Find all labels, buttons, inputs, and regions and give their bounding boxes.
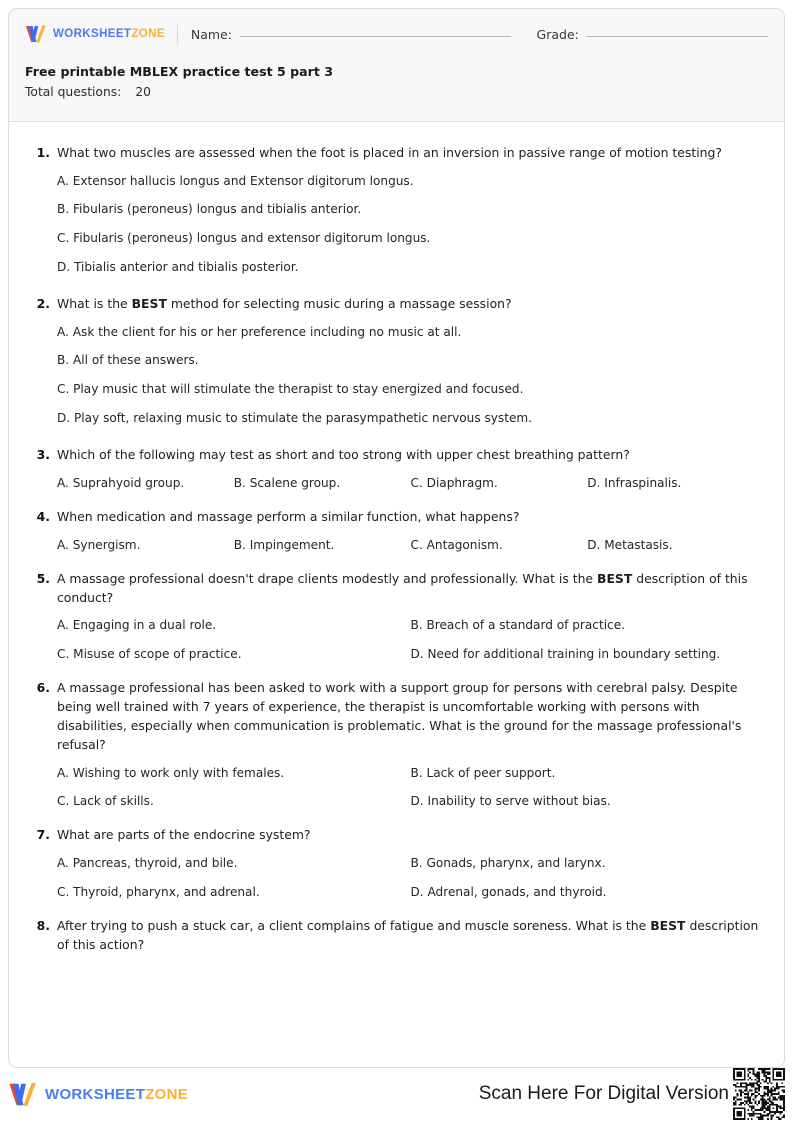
questions-list bbox=[9, 122, 784, 955]
answer-option[interactable]: B. Lack of peer support. bbox=[410, 765, 556, 780]
answer-option[interactable]: C. Play music that will stimulate the therapist to stay energized and focused. bbox=[57, 382, 524, 397]
grade-field[interactable] bbox=[537, 27, 768, 42]
question-number: 6. bbox=[36, 680, 50, 696]
footer-brand-word-zone: ZONE bbox=[145, 1085, 189, 1103]
answer-options bbox=[57, 616, 760, 663]
question-body bbox=[57, 826, 760, 901]
question-text bbox=[57, 144, 760, 163]
question-item bbox=[33, 295, 760, 427]
answer-options bbox=[57, 854, 760, 901]
answer-option[interactable]: C. Lack of skills. bbox=[57, 794, 154, 809]
question-item bbox=[33, 679, 760, 810]
question-text-emphasis: BEST bbox=[131, 295, 167, 311]
brand-word-worksheet: WORKSHEET bbox=[53, 28, 132, 40]
footer-worksheet-zone-logo-icon bbox=[8, 1081, 38, 1108]
answer-option[interactable]: D. Inability to serve without bias. bbox=[410, 794, 611, 809]
answer-option[interactable]: C. Misuse of scope of practice. bbox=[57, 647, 242, 662]
answer-option[interactable]: A. Wishing to work only with females. bbox=[57, 765, 285, 780]
answer-option[interactable]: D. Adrenal, gonads, and thyroid. bbox=[410, 884, 607, 899]
brand-word-zone: ZONE bbox=[131, 28, 165, 40]
header-divider bbox=[177, 25, 178, 44]
worksheet-header bbox=[9, 9, 784, 122]
name-label: Name: bbox=[190, 26, 232, 42]
grade-label: Grade: bbox=[536, 26, 579, 42]
question-text bbox=[57, 508, 760, 527]
answer-option[interactable]: D. Metastasis. bbox=[587, 537, 673, 552]
answer-option[interactable]: D. Infraspinalis. bbox=[587, 475, 682, 490]
question-number: 8. bbox=[36, 918, 50, 934]
question-number: 2. bbox=[36, 295, 50, 311]
answer-option[interactable]: A. Suprahyoid group. bbox=[57, 475, 185, 490]
answer-option[interactable]: B. Fibularis (peroneus) longus and tibialis anterior. bbox=[57, 202, 362, 217]
answer-option[interactable]: D. Tibialis anterior and tibialis posterior. bbox=[57, 259, 299, 274]
answer-option[interactable]: A. Pancreas, thyroid, and bile. bbox=[57, 856, 238, 871]
page-footer bbox=[8, 1072, 785, 1116]
answer-option[interactable]: B. Scalene group. bbox=[233, 475, 341, 490]
answer-option[interactable]: B. Breach of a standard of practice. bbox=[410, 618, 625, 633]
worksheet-zone-logo-icon bbox=[25, 24, 47, 44]
question-text bbox=[57, 679, 760, 754]
answer-option[interactable]: C. Thyroid, pharynx, and adrenal. bbox=[57, 884, 260, 899]
question-number: 7. bbox=[36, 827, 50, 843]
scan-prompt-text: Scan Here For Digital Version bbox=[478, 1083, 729, 1104]
question-item bbox=[33, 144, 760, 276]
identity-row bbox=[9, 9, 784, 59]
question-body bbox=[57, 679, 760, 810]
question-item bbox=[33, 508, 760, 554]
answer-options bbox=[57, 764, 760, 811]
question-number: 1. bbox=[36, 145, 50, 160]
answer-option[interactable]: B. Impingement. bbox=[233, 537, 335, 552]
question-body bbox=[57, 295, 760, 427]
question-text-pre: Which of the following may test as short and too strong with upper chest breathing pattern? bbox=[57, 446, 630, 462]
question-text-emphasis: BEST bbox=[597, 570, 633, 586]
question-item bbox=[33, 826, 760, 901]
answer-option[interactable]: A. Synergism. bbox=[57, 537, 141, 552]
question-text bbox=[57, 570, 760, 608]
question-text bbox=[57, 446, 760, 465]
name-write-line[interactable] bbox=[240, 36, 511, 37]
worksheet-title: Free printable MBLEX practice test 5 part 3 bbox=[25, 64, 334, 79]
question-text-pre: A massage professional doesn't drape clients modestly and professionally. What is the bbox=[57, 570, 597, 586]
footer-brand-wordmark bbox=[45, 1086, 188, 1103]
question-text-pre: When medication and massage perform a similar function, what happens? bbox=[57, 508, 520, 524]
question-body bbox=[57, 570, 760, 663]
answer-option[interactable]: A. Extensor hallucis longus and Extensor digitorum longus. bbox=[57, 173, 414, 188]
question-item bbox=[33, 570, 760, 663]
question-text-post: description of this action? bbox=[57, 918, 759, 952]
question-text-pre: What two muscles are assessed when the foot is placed in an inversion in passive range of motion testing? bbox=[57, 145, 722, 160]
answer-option[interactable]: C. Diaphragm. bbox=[410, 475, 498, 490]
question-text-pre: A massage professional has been asked to work with a support group for persons with cerebral palsy. Despite being well trained with 7 years of experience, the therapist is uncomfortable working with persons with disabilities, especially when communication is problematic. What is the ground for the massage professional's refusal? bbox=[57, 680, 742, 752]
question-body bbox=[57, 917, 760, 955]
question-text bbox=[57, 295, 760, 314]
question-body bbox=[57, 508, 760, 554]
answer-option[interactable]: A. Ask the client for his or her preference including no music at all. bbox=[57, 324, 462, 339]
question-text-post: description of this conduct? bbox=[57, 570, 748, 605]
footer-brand-logo bbox=[8, 1081, 188, 1108]
question-text bbox=[57, 826, 760, 845]
answer-option[interactable]: D. Play soft, relaxing music to stimulate the parasympathetic nervous system. bbox=[57, 410, 533, 425]
total-questions-label: Total questions: bbox=[25, 84, 122, 99]
question-body bbox=[57, 446, 760, 492]
worksheet-card bbox=[8, 8, 785, 1068]
answer-options bbox=[57, 172, 760, 276]
question-text-pre: After trying to push a stuck car, a client complains of fatigue and muscle soreness. What is the bbox=[57, 918, 651, 934]
answer-options bbox=[57, 474, 760, 492]
total-questions-row bbox=[25, 83, 768, 103]
footer-brand-word-worksheet: WORKSHEET bbox=[45, 1085, 146, 1103]
question-text-emphasis: BEST bbox=[650, 918, 686, 934]
brand-wordmark bbox=[53, 28, 165, 40]
grade-write-line[interactable] bbox=[587, 36, 768, 37]
answer-options bbox=[57, 536, 760, 554]
question-body bbox=[57, 144, 760, 276]
question-number: 5. bbox=[36, 570, 50, 586]
question-item bbox=[33, 446, 760, 492]
name-field[interactable] bbox=[191, 27, 511, 42]
answer-option[interactable]: D. Need for additional training in boundary setting. bbox=[410, 647, 721, 662]
answer-option[interactable]: B. All of these answers. bbox=[57, 353, 199, 368]
answer-option[interactable]: C. Antagonism. bbox=[410, 537, 503, 552]
question-number: 4. bbox=[36, 508, 50, 524]
question-item bbox=[33, 917, 760, 955]
answer-option[interactable]: C. Fibularis (peroneus) longus and extensor digitorum longus. bbox=[57, 231, 431, 246]
answer-option[interactable]: A. Engaging in a dual role. bbox=[57, 618, 217, 633]
question-text bbox=[57, 917, 760, 955]
question-text-pre: What is the bbox=[57, 295, 132, 311]
answer-option[interactable]: B. Gonads, pharynx, and larynx. bbox=[410, 856, 606, 871]
qr-code-icon[interactable] bbox=[733, 1068, 785, 1120]
question-text-pre: What are parts of the endocrine system? bbox=[57, 827, 311, 843]
title-block bbox=[9, 59, 784, 103]
answer-options bbox=[57, 323, 760, 427]
question-text-post: method for selecting music during a massage session? bbox=[166, 295, 512, 311]
question-number: 3. bbox=[36, 446, 50, 462]
brand-logo bbox=[25, 24, 165, 44]
total-questions-value: 20 bbox=[135, 84, 151, 99]
